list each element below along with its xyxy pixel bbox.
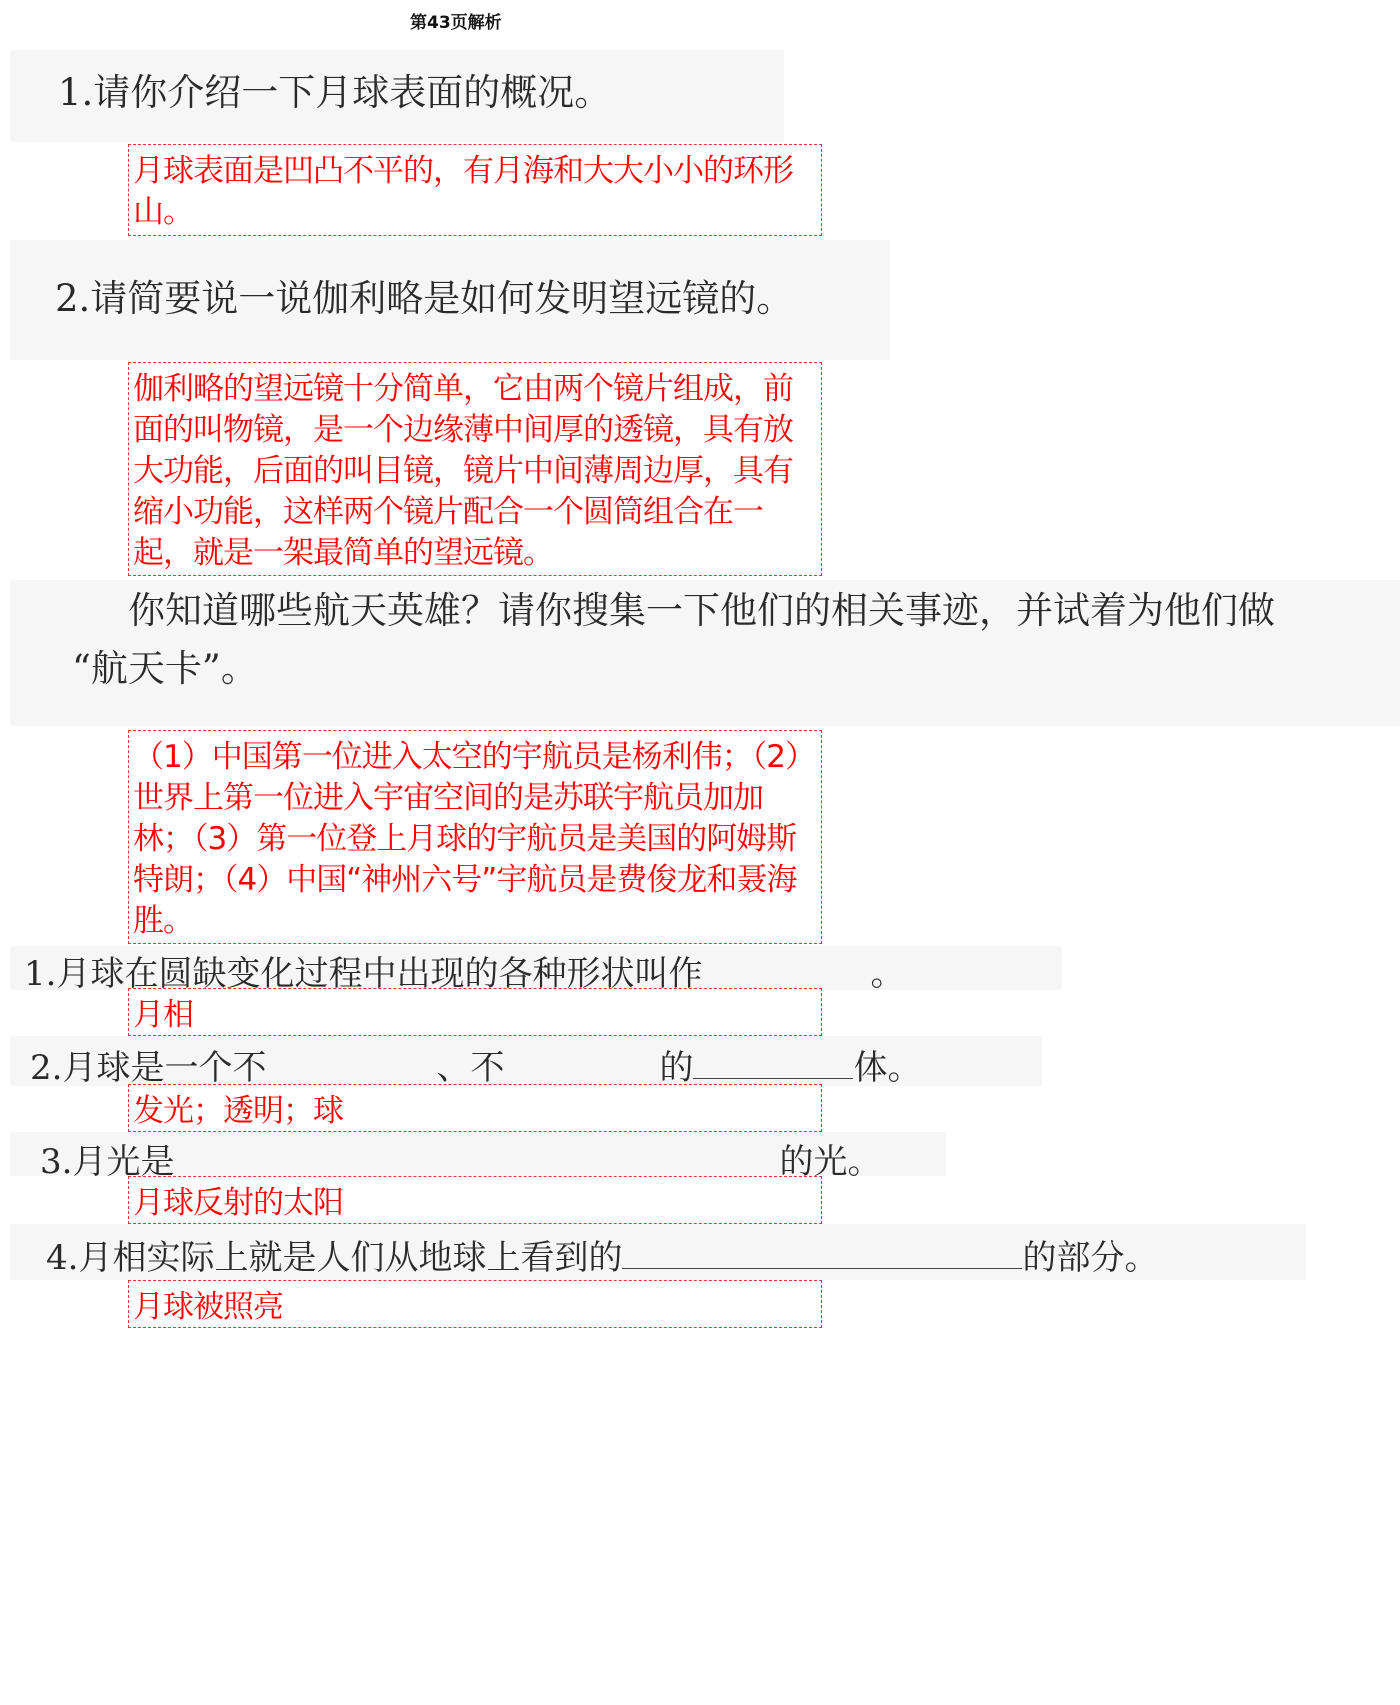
fill-blank-3-prefix: 3.月光是	[40, 1142, 175, 1182]
question-3-text-line1: 你知道哪些航天英雄？请你搜集一下他们的相关事迹，并试着为他们做	[128, 589, 1275, 632]
fill-blank-1-scan	[10, 946, 1062, 994]
fill-blank-4-underline	[622, 1268, 1022, 1269]
fill-blank-1-suffix: 。	[870, 954, 905, 994]
answer-box-1: 月球表面是凹凸不平的，有月海和大大小小的环形山。	[128, 144, 822, 236]
page-title: 第43页解析	[410, 13, 502, 33]
question-1-scan	[10, 50, 784, 142]
question-3-text-line2: “航天卡”。	[72, 647, 258, 690]
fill-blank-3-suffix: 的光。	[779, 1142, 882, 1182]
fill-blank-2-mid2: 的	[659, 1048, 694, 1088]
fill-blank-2-text	[30, 1040, 921, 1089]
question-2-scan	[10, 240, 890, 360]
fill-blank-4-scan	[10, 1224, 1306, 1280]
fill-blank-2-suffix: 体。	[853, 1048, 922, 1088]
answer-box-3: （1）中国第一位进入太空的宇航员是杨利伟；（2）世界上第一位进入宇宙空间的是苏联宇航员加加林；（3）第一位登上月球的宇航员是美国的阿姆斯特朗；（4）中国“神州六号”宇航员是费俊龙和聂海胜。	[128, 730, 822, 944]
answer-box-fill-3: 月球反射的太阳	[128, 1176, 822, 1224]
fill-blank-4-text	[46, 1230, 1158, 1279]
answer-box-fill-1: 月相	[128, 988, 822, 1036]
fill-blank-3-scan	[10, 1132, 946, 1182]
fill-blank-4-suffix: 的部分。	[1022, 1238, 1159, 1278]
answer-box-fill-2: 发光；透明；球	[128, 1084, 822, 1132]
fill-blank-4-prefix: 4.月相实际上就是人们从地球上看到的	[46, 1238, 623, 1278]
question-2-text: 2.请简要说一说伽利略是如何发明望远镜的。	[55, 277, 794, 320]
fill-blank-2-underline	[693, 1078, 853, 1079]
fill-blank-2-prefix: 2.月球是一个不	[30, 1048, 267, 1088]
fill-blank-2-mid1: 、不	[436, 1048, 505, 1088]
fill-blank-2-scan	[10, 1036, 1042, 1086]
answer-box-fill-4: 月球被照亮	[128, 1280, 822, 1328]
fill-blank-1-prefix: 1.月球在圆缺变化过程中出现的各种形状叫作	[24, 954, 703, 994]
question-1-text: 1.请你介绍一下月球表面的概况。	[58, 71, 612, 114]
question-3-scan	[10, 580, 1400, 726]
answer-box-2: 伽利略的望远镜十分简单，它由两个镜片组成，前面的叫物镜，是一个边缘薄中间厚的透镜，具有放大功能，后面的叫目镜，镜片中间薄周边厚，具有缩小功能，这样两个镜片配合一个圆筒组合在一起，就是一架最简单的望远镜。	[128, 362, 822, 576]
